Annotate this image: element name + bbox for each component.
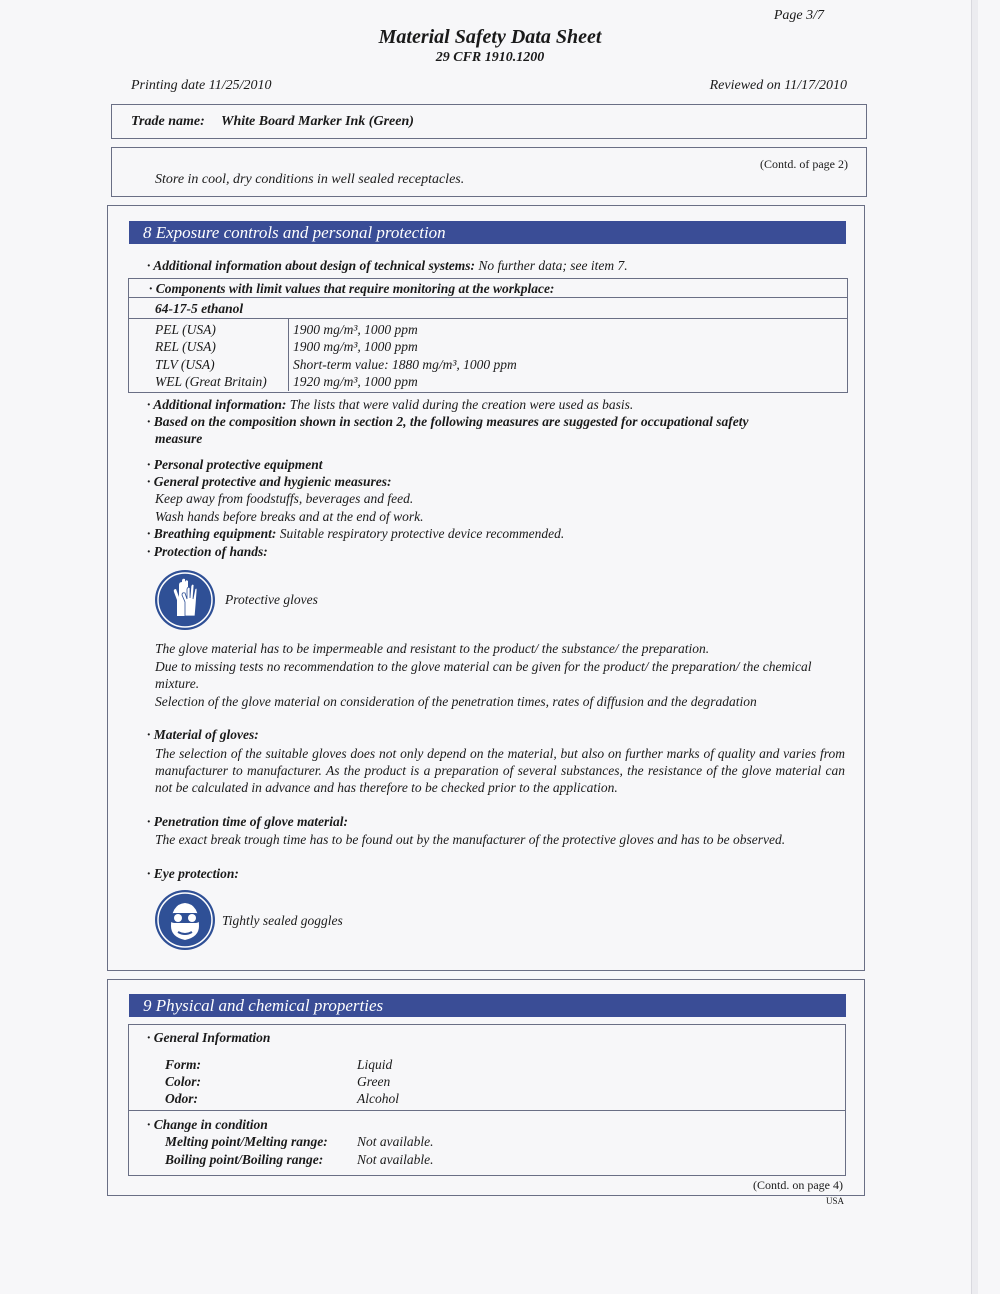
- goggles-caption: Tightly sealed goggles: [222, 913, 343, 928]
- additional-info-value: The lists that were valid during the creation were used as basis.: [289, 397, 634, 412]
- property-name: Color:: [165, 1074, 202, 1089]
- gloves-caption: Protective gloves: [225, 592, 318, 607]
- glove-paragraph-1: The glove material has to be impermeable and resistant to the product/ the substance/ the preparation.: [155, 641, 710, 656]
- based-on-line-2: measure: [155, 431, 203, 446]
- property-name: Form:: [165, 1057, 202, 1072]
- general-measure-2: Wash hands before breaks and at the end of work.: [155, 509, 424, 524]
- section-8-heading: 8 Exposure controls and personal protection: [129, 221, 846, 244]
- limit-agency: PEL (USA): [155, 322, 216, 337]
- general-info-label: · General Information: [147, 1030, 271, 1045]
- printing-date: Printing date 11/25/2010: [131, 78, 272, 93]
- ppe-label: · Personal protective equipment: [147, 457, 323, 472]
- components-label: · Components with limit values that require monitoring at the workplace:: [149, 281, 555, 296]
- trade-name-label: Trade name:: [131, 114, 205, 129]
- glove-paragraph-3: Selection of the glove material on consideration of the penetration times, rates of diffusion and the degradation: [155, 694, 757, 709]
- trade-name-value: White Board Marker Ink (Green): [221, 114, 414, 129]
- property-value: Green: [357, 1074, 391, 1089]
- table-column-divider: [288, 318, 289, 391]
- limit-value: 1900 mg/m³, 1000 ppm: [293, 322, 418, 337]
- hands-label: · Protection of hands:: [147, 544, 268, 559]
- breathing-line: [147, 526, 564, 542]
- general-measures-label: · General protective and hygienic measures:: [147, 474, 392, 489]
- property-name: Odor:: [165, 1091, 198, 1106]
- substance-name: 64-17-5 ethanol: [155, 301, 244, 316]
- trade-name-box: [111, 104, 867, 139]
- glove-paragraph-2: Due to missing tests no recommendation to the glove material can be given for the product/ the preparation/ the chemical mixture.: [155, 659, 812, 691]
- continued-box: [111, 147, 867, 197]
- contd-from-label: (Contd. of page 2): [760, 157, 848, 171]
- change-condition-label: · Change in condition: [147, 1117, 268, 1132]
- penetration-label: · Penetration time of glove material:: [147, 814, 348, 829]
- boiling-value: Not available.: [357, 1152, 434, 1167]
- reviewed-date: Reviewed on 11/17/2010: [709, 78, 847, 93]
- additional-info-label: · Additional information:: [147, 397, 287, 412]
- goggles-icon: [155, 890, 215, 950]
- boiling-label: Boiling point/Boiling range:: [165, 1152, 324, 1167]
- scan-edge: [971, 0, 978, 1294]
- limit-value: 1900 mg/m³, 1000 ppm: [293, 339, 418, 354]
- melting-value: Not available.: [357, 1134, 434, 1149]
- breathing-label: · Breathing equipment:: [147, 526, 277, 541]
- table-divider: [128, 318, 847, 319]
- document-title: Material Safety Data Sheet: [378, 26, 602, 48]
- penetration-text: The exact break trough time has to be found out by the manufacturer of the protective gloves and has to be observed.: [155, 832, 786, 847]
- material-text: The selection of the suitable gloves does not only depend on the material, but also on further marks of quality and varies from manufacturer to manufacturer. As the product is a preparation of several substances, the resistance of the glove material can not be calculated in advance and has therefore to be checked prior to the application.: [155, 746, 845, 795]
- design-info-label: · Additional information about design of technical systems:: [147, 258, 476, 273]
- property-value: Alcohol: [357, 1091, 399, 1106]
- limit-agency: WEL (Great Britain): [155, 374, 267, 389]
- storage-text: Store in cool, dry conditions in well sealed receptacles.: [155, 172, 465, 187]
- page-number: Page 3/7: [773, 8, 824, 23]
- country-code: USA: [823, 1196, 847, 1206]
- melting-label: Melting point/Melting range:: [165, 1134, 328, 1149]
- based-on-line-1: · Based on the composition shown in section 2, the following measures are suggested for occupational safety: [147, 414, 749, 429]
- limit-value: 1920 mg/m³, 1000 ppm: [293, 374, 418, 389]
- eye-protection-label: · Eye protection:: [147, 866, 239, 881]
- limit-value: Short-term value: 1880 mg/m³, 1000 ppm: [293, 357, 517, 372]
- breathing-value: Suitable respiratory protective device recommended.: [279, 526, 565, 541]
- general-measure-1: Keep away from foodstuffs, beverages and feed.: [155, 491, 414, 506]
- contd-next-label: (Contd. on page 4): [753, 1178, 843, 1192]
- gloves-icon: [155, 570, 215, 630]
- property-value: Liquid: [357, 1057, 393, 1072]
- section-9-heading: 9 Physical and chemical properties: [129, 994, 846, 1017]
- document-subtitle: 29 CFR 1910.1200: [435, 50, 545, 65]
- table-divider: [128, 1110, 845, 1111]
- design-info-line: [147, 258, 628, 274]
- table-divider: [128, 297, 847, 298]
- additional-info-line: [147, 397, 633, 413]
- design-info-value: No further data; see item 7.: [478, 258, 628, 273]
- limit-agency: TLV (USA): [155, 357, 215, 372]
- limit-agency: REL (USA): [155, 339, 216, 354]
- material-label: · Material of gloves:: [147, 727, 259, 742]
